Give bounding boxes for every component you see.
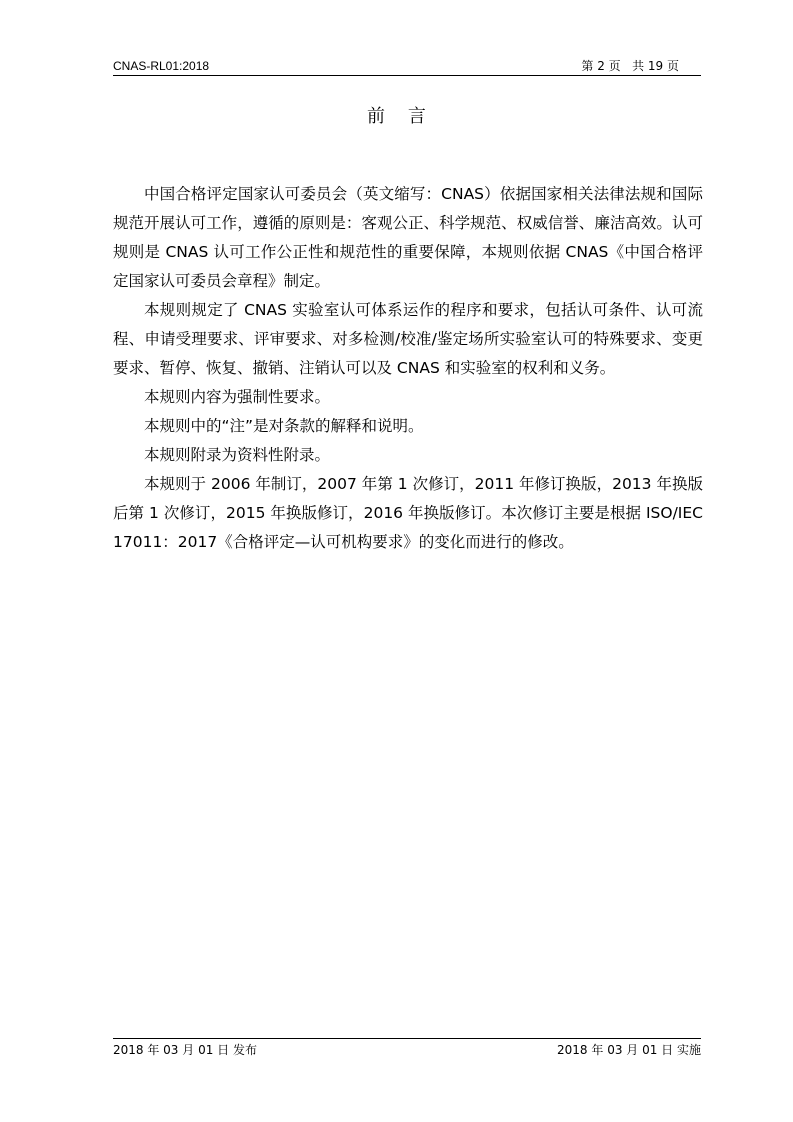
paragraph: 本规则规定了 CNAS 实验室认可体系运作的程序和要求，包括认可条件、认可流程、申请受理要求、评审要求、对多检测/校准/鉴定场所实验室认可的特殊要求、变更要求、暂停、恢复、撤销、注销认可以及 CNAS 和实验室的权利和义务。 xyxy=(113,301,703,377)
paragraph: 本规则中的“注”是对条款的解释和说明。 xyxy=(144,417,424,435)
paragraph: 本规则附录为资料性附录。 xyxy=(144,446,331,464)
paragraph: 本规则于 2006 年制订，2007 年第 1 次修订，2011 年修订换版，2013 年换版后第 1 次修订，2015 年换版修订，2016 年换版修订。本次修订主要是根据 ISO/IEC 17011：2017《合格评定—认可机构要求》的变化而进行的修改。 xyxy=(113,475,703,551)
paragraph: 本规则内容为强制性要求。 xyxy=(144,388,331,406)
page-footer xyxy=(113,1041,701,1059)
section-title: 前 言 xyxy=(367,106,426,127)
document-code: CNAS-RL01:2018 xyxy=(113,59,210,73)
footer-divider xyxy=(113,1038,701,1039)
effective-date: 2018 年 03 月 01 日 实施 xyxy=(557,1043,701,1057)
page-number: 第 2 页 共 19 页 xyxy=(581,59,679,73)
header-divider xyxy=(113,75,701,76)
document-body xyxy=(113,180,703,557)
issue-date: 2018 年 03 月 01 日 发布 xyxy=(113,1043,257,1057)
paragraph: 中国合格评定国家认可委员会（英文缩写：CNAS）依据国家相关法律法规和国际规范开展认可工作，遵循的原则是：客观公正、科学规范、权威信誉、廉洁高效。认可规则是 CNAS 认可工作公正性和规范性的重要保障，本规则依据 CNAS《中国合格评定国家认可委员会章程》制定。 xyxy=(113,185,703,290)
page-header xyxy=(113,58,701,74)
